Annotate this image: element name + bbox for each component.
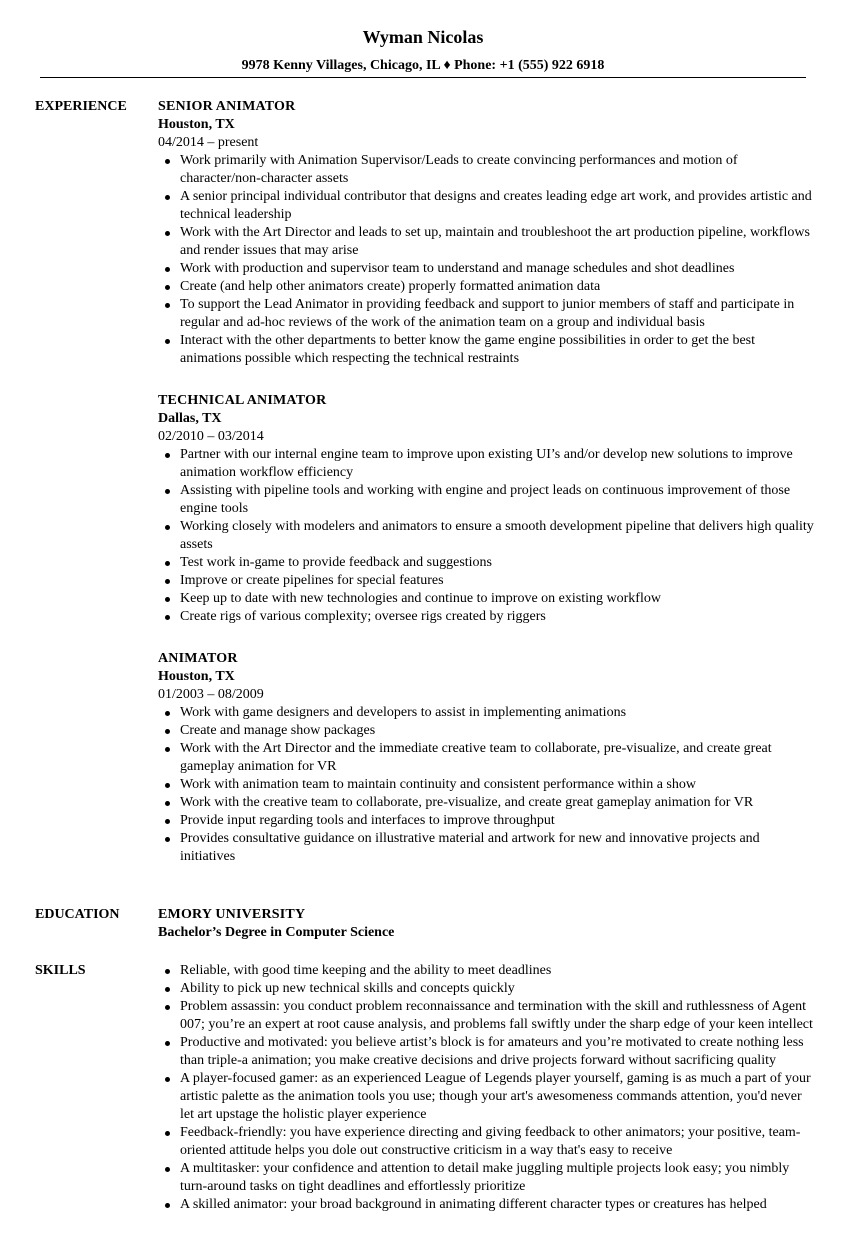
list-item — [158, 278, 818, 296]
skills-bullets — [158, 962, 818, 1214]
bullet-icon — [165, 267, 170, 272]
bullet-icon — [165, 195, 170, 200]
bullet-icon — [165, 969, 170, 974]
bullet-icon — [165, 1077, 170, 1082]
bullet-text: Work with the Art Director and the immediate creative team to collaborate, pre-visualize, and create great gameplay animation for VR — [180, 741, 772, 774]
header-divider — [40, 77, 806, 78]
bullet-icon — [165, 987, 170, 992]
job-bullets — [158, 152, 818, 368]
list-item — [158, 260, 818, 278]
bullet-text: Create rigs of various complexity; oversee rigs created by riggers — [180, 609, 546, 624]
bullet-icon — [165, 303, 170, 308]
bullet-text: Assisting with pipeline tools and working with engine and project leads on continuous improvement of those engine tools — [180, 483, 791, 516]
section-heading-education: EDUCATION — [35, 907, 120, 922]
skills-body — [158, 962, 818, 1214]
education-body — [158, 906, 818, 942]
list-item — [158, 332, 818, 368]
list-item — [158, 1034, 818, 1070]
bullet-text: Interact with the other departments to better know the game engine possibilities in order to get the best animations possible which respecting the technical restraints — [180, 333, 756, 366]
job-title: TECHNICAL ANIMATOR — [158, 393, 327, 408]
bullet-text: Provide input regarding tools and interfaces to improve throughput — [180, 813, 555, 828]
list-item — [158, 152, 818, 188]
list-item — [158, 794, 818, 812]
list-item — [158, 590, 818, 608]
list-item — [158, 1124, 818, 1160]
job-entry — [158, 98, 818, 368]
list-item — [158, 296, 818, 332]
bullet-text: Productive and motivated: you believe artist’s block is for amateurs and you’re motivated to create nothing less than triple-a animation; you make creative decisions and drive projects forward without sacrificing quality — [180, 1035, 804, 1068]
job-bullets — [158, 704, 818, 866]
bullet-text: Keep up to date with new technologies and continue to improve on existing workflow — [180, 591, 661, 606]
list-item — [158, 812, 818, 830]
bullet-text: To support the Lead Animator in providing feedback and support to junior members of staff and participate in regular and ad-hoc reviews of the work of the animation team on a group and individual basis — [180, 297, 795, 330]
bullet-text: Feedback-friendly: you have experience directing and giving feedback to other animators; your positive, team-oriented attitude helps you dole out constructive criticism in a way that's easy to receive — [180, 1125, 801, 1158]
job-entry — [158, 392, 818, 626]
bullet-icon — [165, 729, 170, 734]
list-item — [158, 224, 818, 260]
bullet-text: Problem assassin: you conduct problem reconnaissance and termination with the skill and ruthlessness of Agent 007; you’re an expert at root cause analysis, and problems fall swiftly under the sharp edge of your keen intellect — [180, 999, 813, 1032]
bullet-icon — [165, 801, 170, 806]
bullet-icon — [165, 597, 170, 602]
list-item — [158, 446, 818, 482]
bullet-icon — [165, 1167, 170, 1172]
bullet-icon — [165, 819, 170, 824]
list-item — [158, 188, 818, 224]
bullet-text: Work with the creative team to collaborate, pre-visualize, and create great gameplay animation for VR — [180, 795, 754, 810]
bullet-icon — [165, 1005, 170, 1010]
list-item — [158, 830, 818, 866]
list-item — [158, 722, 818, 740]
bullet-text: Ability to pick up new technical skills and concepts quickly — [180, 981, 515, 996]
resume-header — [0, 26, 846, 75]
bullet-icon — [165, 489, 170, 494]
list-item — [158, 704, 818, 722]
bullet-icon — [165, 1041, 170, 1046]
bullet-icon — [165, 453, 170, 458]
bullet-text: Working closely with modelers and animators to ensure a smooth development pipeline that delivers high quality assets — [180, 519, 814, 552]
list-item — [158, 554, 818, 572]
degree-name: Bachelor’s Degree in Computer Science — [158, 925, 395, 940]
bullet-icon — [165, 579, 170, 584]
bullet-text: Reliable, with good time keeping and the ability to meet deadlines — [180, 963, 552, 978]
bullet-text: A multitasker: your confidence and attention to detail make juggling multiple projects look easy; you nimbly turn-around tasks on tight deadlines and effortlessly prioritize — [180, 1161, 790, 1194]
list-item — [158, 980, 818, 998]
bullet-icon — [165, 1203, 170, 1208]
job-dates: 01/2003 – 08/2009 — [158, 687, 264, 702]
bullet-icon — [165, 615, 170, 620]
bullet-icon — [165, 747, 170, 752]
experience-list — [158, 98, 818, 866]
bullet-text: Partner with our internal engine team to improve upon existing UI’s and/or develop new solutions to improve animation workflow efficiency — [180, 447, 793, 480]
bullet-icon — [165, 783, 170, 788]
bullet-icon — [165, 285, 170, 290]
bullet-text: Work primarily with Animation Supervisor/Leads to create convincing performances and motion of character/non-character assets — [180, 153, 738, 186]
job-title: ANIMATOR — [158, 651, 238, 666]
list-item — [158, 1160, 818, 1196]
bullet-icon — [165, 561, 170, 566]
candidate-name: Wyman Nicolas — [362, 27, 484, 47]
bullet-text: Work with game designers and developers to assist in implementing animations — [180, 705, 627, 720]
bullet-icon — [165, 837, 170, 842]
list-item — [158, 482, 818, 518]
school-name: EMORY UNIVERSITY — [158, 907, 306, 922]
bullet-icon — [165, 339, 170, 344]
bullet-text: Work with production and supervisor team to understand and manage schedules and shot deadlines — [180, 261, 735, 276]
list-item — [158, 1070, 818, 1124]
bullet-text: Work with the Art Director and leads to set up, maintain and troubleshoot the art production pipeline, workflows and render issues that may arise — [180, 225, 810, 258]
bullet-icon — [165, 1131, 170, 1136]
job-location: Houston, TX — [158, 669, 235, 684]
list-item — [158, 518, 818, 554]
section-heading-skills: SKILLS — [35, 963, 86, 978]
bullet-icon — [165, 525, 170, 530]
list-item — [158, 962, 818, 980]
bullet-icon — [165, 159, 170, 164]
contact-line: 9978 Kenny Villages, Chicago, IL ♦ Phone: +1 (555) 922 6918 — [241, 58, 605, 73]
bullet-text: Improve or create pipelines for special features — [180, 573, 444, 588]
list-item — [158, 608, 818, 626]
bullet-text: A senior principal individual contributor that designs and creates leading edge art work, and provides artistic and technical leadership — [180, 189, 812, 222]
bullet-icon — [165, 711, 170, 716]
job-entry — [158, 650, 818, 866]
job-title: SENIOR ANIMATOR — [158, 99, 296, 114]
list-item — [158, 1196, 818, 1214]
bullet-text: Test work in-game to provide feedback and suggestions — [180, 555, 492, 570]
job-dates: 04/2014 – present — [158, 135, 259, 150]
bullet-icon — [165, 231, 170, 236]
bullet-text: Work with animation team to maintain continuity and consistent performance within a show — [180, 777, 696, 792]
job-bullets — [158, 446, 818, 626]
job-location: Houston, TX — [158, 117, 235, 132]
list-item — [158, 776, 818, 794]
list-item — [158, 572, 818, 590]
bullet-text: Create (and help other animators create) properly formatted animation data — [180, 279, 601, 294]
list-item — [158, 998, 818, 1034]
bullet-text: Provides consultative guidance on illustrative material and artwork for new and innovative projects and initiatives — [180, 831, 760, 864]
job-dates: 02/2010 – 03/2014 — [158, 429, 264, 444]
bullet-text: A player-focused gamer: as an experienced League of Legends player yourself, gaming is as much a part of your artistic palette as the animation tools you use; though your art's awesomeness commands attention, you'd never let art upstage the holistic player experience — [180, 1071, 811, 1122]
job-location: Dallas, TX — [158, 411, 222, 426]
section-heading-experience: EXPERIENCE — [35, 99, 127, 114]
bullet-text: A skilled animator: your broad background in animating different character types or creatures has helped — [180, 1197, 767, 1212]
list-item — [158, 740, 818, 776]
bullet-text: Create and manage show packages — [180, 723, 376, 738]
